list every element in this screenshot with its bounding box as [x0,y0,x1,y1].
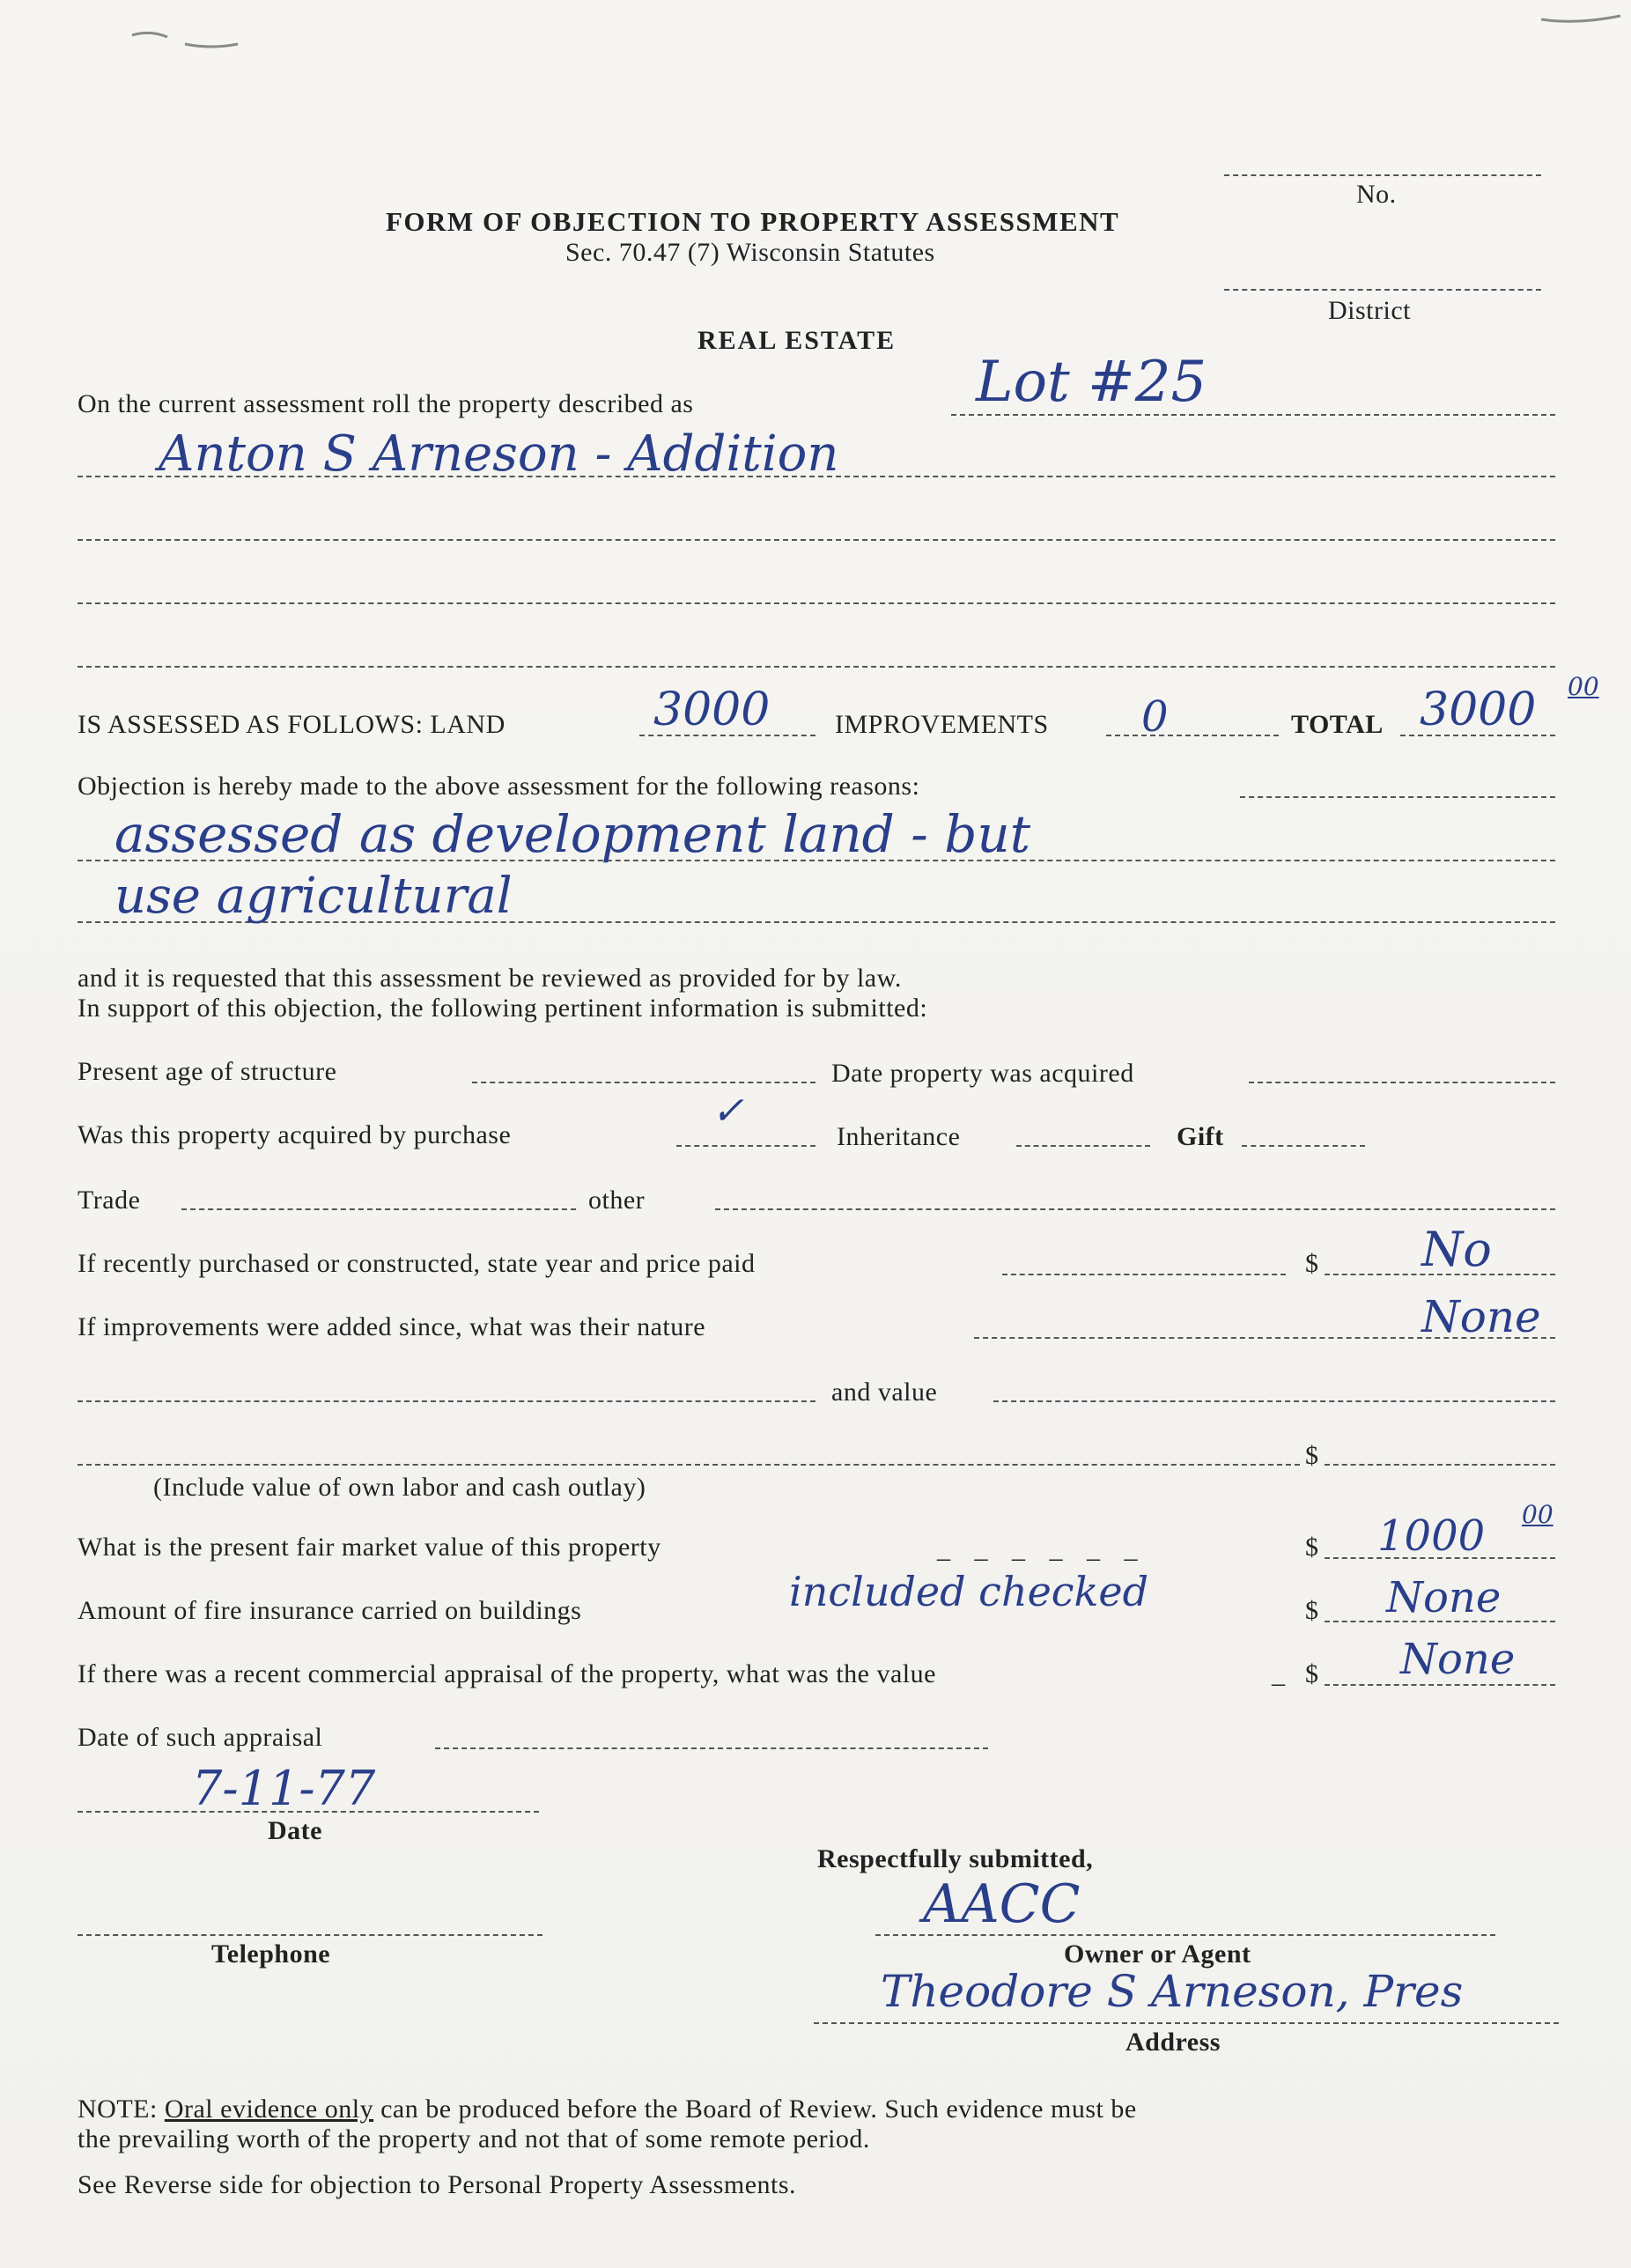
gift-line [1242,1145,1365,1147]
assessed-label: IS ASSESSED AS FOLLOWS: LAND [77,710,506,739]
paper-marks [0,0,1631,53]
reason-2-handwritten: use agricultural [114,868,513,925]
fair-market-dashes: _ _ _ _ _ _ [937,1534,1147,1563]
total-label: TOTAL [1291,710,1384,739]
requested-line-2: In support of this objection, the following pertinent information is submitted: [77,994,928,1023]
value-amount-line [1325,1464,1555,1466]
value-dollar: $ [1305,1441,1319,1470]
recent-purchase-dollar: $ [1305,1249,1319,1278]
note-rest: can be produced before the Board of Review. Such evidence must be [380,2094,1137,2124]
date-label: Date [268,1816,322,1845]
telephone-line [77,1934,542,1936]
note-underlined: Oral evidence only [164,2094,374,2124]
reverse-note: See Reverse side for objection to Personal Property Assessments. [77,2170,797,2199]
appraisal-value: None [1400,1635,1516,1684]
other-line [715,1208,1555,1210]
improvements-cont-line [77,1400,816,1402]
trade-label: Trade [77,1186,141,1215]
described-line-5 [77,666,1555,668]
date-value: 7-11-77 [192,1761,376,1816]
age-label: Present age of structure [77,1057,337,1086]
and-value-line [993,1400,1555,1402]
respectfully-submitted: Respectfully submitted, [817,1844,1094,1873]
address-label: Address [1125,2028,1221,2057]
fair-market-dollar: $ [1305,1533,1319,1562]
appraisal-dollar: $ [1305,1659,1319,1688]
acquired-by-label: Was this property acquired by purchase [77,1120,512,1149]
inheritance-label: Inheritance [837,1122,961,1151]
value-line [77,1464,1300,1466]
trade-line [181,1208,576,1210]
address-line [814,2022,1559,2024]
improvements-nature-value: None [1421,1291,1541,1342]
total-value: 3000 [1420,683,1537,736]
acquired-date-label: Date property was acquired [831,1059,1134,1088]
described-line-4 [77,602,1555,604]
note-line-2: the prevailing worth of the property and not that of some remote period. [77,2124,870,2153]
form-title: FORM OF OBJECTION TO PROPERTY ASSESSMENT [386,206,1120,237]
include-value-label: (Include value of own labor and cash outlay) [153,1473,646,1502]
other-label: other [588,1186,646,1215]
purchase-check: ✓ [712,1089,744,1134]
fire-insurance-label: Amount of fire insurance carried on buildings [77,1596,582,1625]
improvements-value: 0 [1141,692,1169,742]
no-line [1224,174,1541,176]
fire-insurance-value: None [1386,1573,1502,1622]
recent-purchase-value: No [1421,1222,1492,1277]
improvements-label: IMPROVEMENTS [835,710,1049,739]
objection-label: Objection is hereby made to the above assessment for the following reasons: [77,772,920,801]
section-heading: REAL ESTATE [697,326,897,355]
property-handwritten: Lot #25 [976,350,1207,415]
reason-1-handwritten: assessed as development land - but [114,804,1031,864]
appraisal-line [1325,1684,1555,1686]
fair-market-value: 1000 [1377,1511,1486,1561]
land-value: 3000 [653,683,771,736]
district-label: District [1328,296,1411,325]
described-label: On the current assessment roll the property described as [77,389,694,418]
appraisal-label: If there was a recent commercial appraisal of the property, what was the value [77,1659,936,1688]
described-line-3 [77,539,1555,541]
note-prefix: NOTE: [77,2094,158,2124]
telephone-label: Telephone [211,1939,331,1969]
requested-line-1: and it is requested that this assessment be reviewed as provided for by law. [77,964,902,993]
district-line [1224,289,1541,291]
property-line2-handwritten: Anton S Arneson - Addition [159,425,839,483]
appraisal-date-label: Date of such appraisal [77,1723,323,1752]
appraisal-date-line [435,1747,988,1749]
age-line [472,1082,816,1083]
note-line-1 [77,2096,1137,2123]
purchase-line [676,1145,816,1147]
fair-market-label: What is the present fair market value of this property [77,1533,661,1562]
fair-market-cents: 00 [1522,1500,1554,1529]
improvements-line [1106,735,1279,736]
inheritance-line [1016,1145,1150,1147]
gift-label: Gift [1177,1122,1224,1151]
improvements-nature-label: If improvements were added since, what was their nature [77,1312,706,1341]
fire-insurance-note: included checked [789,1568,1149,1615]
no-label: No. [1356,180,1397,209]
and-value-label: and value [831,1378,938,1407]
form-subtitle: Sec. 70.47 (7) Wisconsin Statutes [565,238,935,267]
owner-label: Owner or Agent [1064,1939,1251,1969]
objection-line [1240,796,1555,798]
appraisal-dash: _ [1272,1659,1286,1688]
total-cents: 00 [1568,672,1599,701]
fire-insurance-dollar: $ [1305,1596,1319,1625]
recent-purchase-line [1002,1274,1286,1275]
acquired-date-line [1249,1082,1555,1083]
owner-value: AACC [923,1873,1081,1935]
address-value: Theodore S Arneson, Pres [881,1966,1464,2017]
recent-purchase-label: If recently purchased or constructed, state year and price paid [77,1249,756,1278]
